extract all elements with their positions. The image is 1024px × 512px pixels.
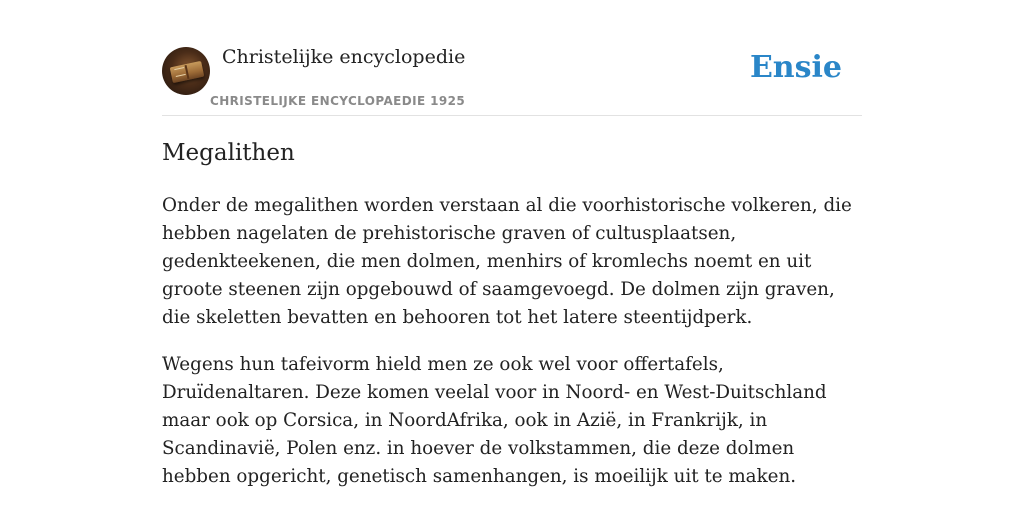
article-paragraph: Onder de megalithen worden verstaan al die voorhistorische volkeren, die hebben nagelaten de prehistorische graven of cultusplaatsen, gedenkteekenen, die men dolmen, menhirs of kromlechs noemt en uit groote steenen zijn opgebouwd of saamgevoegd. De dolmen zijn graven, die skeletten bevatten en behooren tot het latere steentijdperk.	[162, 195, 852, 328]
publication-title[interactable]: Christelijke encyclopedie	[222, 46, 466, 68]
page	[162, 0, 862, 512]
publication-subtitle: CHRISTELIJKE ENCYCLOPAEDIE 1925	[210, 94, 466, 108]
article-body	[162, 192, 862, 510]
publication-avatar[interactable]	[162, 47, 210, 95]
brand-logo[interactable]: Ensie	[749, 50, 842, 85]
header	[162, 0, 862, 116]
article-paragraph: Wegens hun tafeivorm hield men ze ook wel voor offertafels, Druïdenaltaren. Deze komen veelal voor in Noord- en West-Duitschland maar ook op Corsica, in NoordAfrika, ook in Azië, in Frankrijk, in Scandinavië, Polen enz. in hoever de volkstammen, die deze dolmen hebben opgericht, genetisch samenhangen, is moeilijk uit te maken.	[162, 354, 827, 487]
article-title: Megalithen	[162, 140, 295, 166]
